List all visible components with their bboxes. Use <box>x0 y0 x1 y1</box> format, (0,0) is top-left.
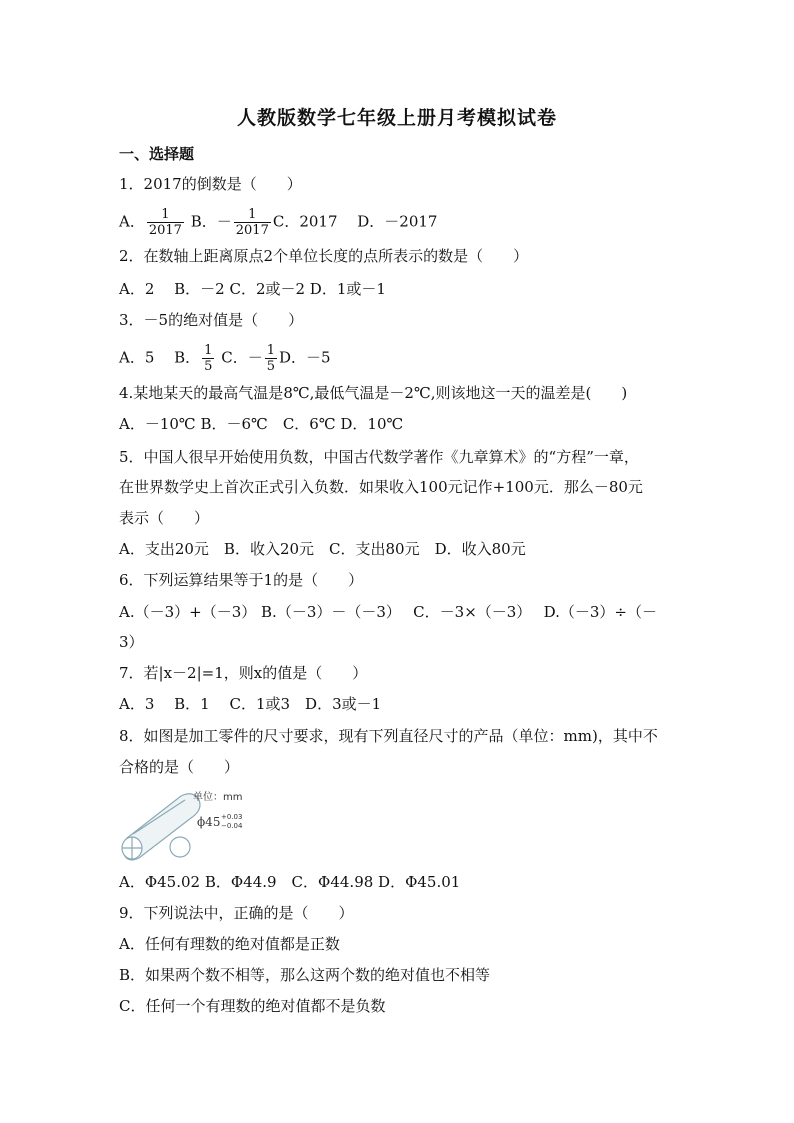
q2-stem: 2．在数轴上距离原点2个单位长度的点所表示的数是（ ） <box>119 247 529 265</box>
q9-option-a: A．任何有理数的绝对值都是正数 <box>119 935 340 953</box>
q2-options: A．2 B．－2 C．2或－2 D．1或－1 <box>119 280 386 298</box>
fraction-numerator: 1 <box>147 207 184 223</box>
q1-options <box>119 207 437 238</box>
q3-options-a: A．5 B． <box>119 348 201 367</box>
cylinder-drawing <box>119 786 259 862</box>
fraction-denominator: 5 <box>266 359 275 374</box>
q1-option-a-prefix: A． <box>119 212 145 231</box>
q1-option-a-fraction <box>147 207 184 238</box>
q9-stem: 9．下列说法中，正确的是（ ） <box>119 904 354 922</box>
fraction-numerator: 1 <box>204 343 213 358</box>
q9-option-c: C．任何一个有理数的绝对值都不是负数 <box>119 997 386 1015</box>
q3-option-d: D．－5 <box>279 348 331 367</box>
q6-options-line-1: A.（－3）+（－3） B.（－3）－（－3） C．－3×（－3） D.（－3）÷（－ <box>119 603 657 621</box>
q3-option-b-fraction <box>202 343 214 374</box>
q7-stem: 7．若|x－2|=1，则x的值是（ ） <box>119 664 368 682</box>
q5-options: A．支出20元 B．收入20元 C．支出80元 D．收入80元 <box>119 540 526 558</box>
q8-options: A．Φ45.02 B．Φ44.9 C．Φ44.98 D．Φ45.01 <box>119 873 461 891</box>
section-heading: 一、选择题 <box>119 145 195 163</box>
q1-options-rest: C．2017 D．－2017 <box>272 212 438 231</box>
q1-stem: 1．2017的倒数是（ ） <box>119 175 302 193</box>
fraction-denominator: 5 <box>204 359 213 374</box>
figure-lower-tolerance: −0.04 <box>221 822 243 830</box>
q9-option-b: B．如果两个数不相等，那么这两个数的绝对值也不相等 <box>119 966 491 984</box>
q1-option-b-prefix: B．－ <box>190 212 232 231</box>
figure-upper-tolerance: +0.03 <box>221 813 243 821</box>
q5-line-3: 表示（ ） <box>119 509 210 527</box>
q3-stem: 3．－5的绝对值是（ ） <box>119 311 304 329</box>
q3-option-c-prefix: C．－ <box>221 348 263 367</box>
q3-options <box>119 343 331 374</box>
fraction-denominator: 2017 <box>148 223 182 238</box>
q5-line-1: 5．中国人很早开始使用负数，中国古代数学著作《九章算术》的“方程”一章， <box>119 448 639 466</box>
q3-option-c-fraction <box>265 343 277 374</box>
q6-stem: 6．下列运算结果等于1的是（ ） <box>119 571 364 589</box>
q5-line-2: 在世界数学史上首次正式引入负数．如果收入100元记作+100元．那么－80元 <box>119 478 643 496</box>
q8-cylinder-figure <box>119 786 259 862</box>
q7-options: A．3 B．1 C．1或3 D．3或－1 <box>119 695 382 713</box>
figure-unit-label: 单位：mm <box>193 792 243 803</box>
q8-line-2: 合格的是（ ） <box>119 758 240 776</box>
fraction-numerator: 1 <box>234 207 271 223</box>
q4-stem: 4.某地某天的最高气温是8℃,最低气温是－2℃,则该地这一天的温差是( ) <box>119 384 628 402</box>
page-title: 人教版数学七年级上册月考模拟试卷 <box>236 107 557 129</box>
q6-options-line-2: 3） <box>119 633 144 651</box>
q1-option-b-fraction <box>234 207 271 238</box>
q4-options: A．－10℃ B．－6℃ C．6℃ D．10℃ <box>119 415 404 433</box>
fraction-denominator: 2017 <box>235 223 269 238</box>
fraction-numerator: 1 <box>266 343 275 358</box>
figure-phi-label: ϕ45 <box>197 815 221 829</box>
q8-line-1: 8．如图是加工零件的尺寸要求，现有下列直径尺寸的产品（单位：mm)，其中不 <box>119 727 658 745</box>
